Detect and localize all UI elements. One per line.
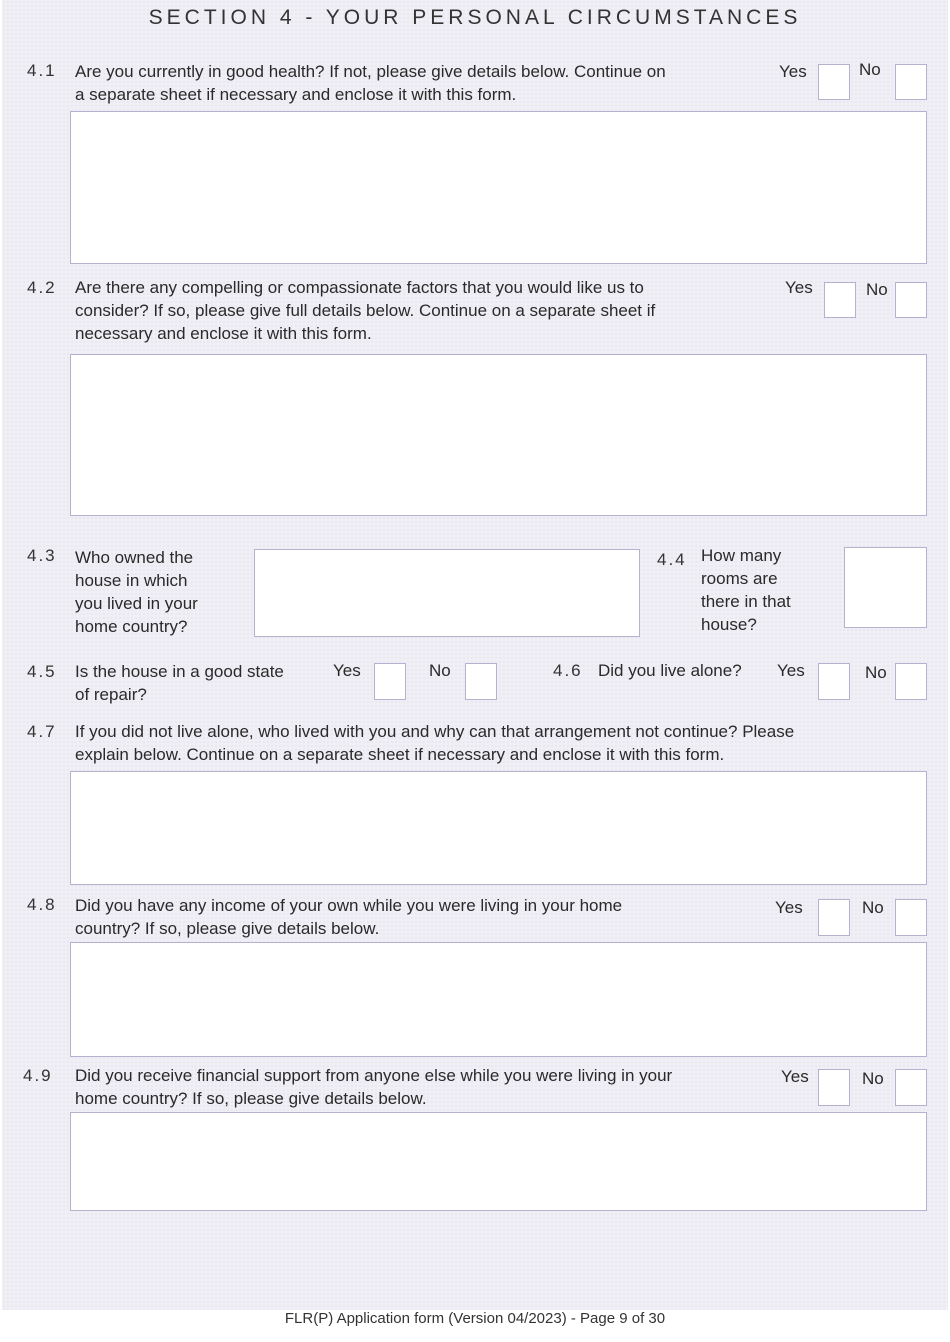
question-text-line: Did you live alone? [598,661,742,680]
question-text-line: Did you receive financial support from anyone else while you were living in your [75,1066,673,1085]
question-text-line: Are there any compelling or compassionate factors that you would like us to [75,278,644,297]
checkbox-4-1-yes[interactable] [818,64,850,100]
answer-box-4-1[interactable] [70,111,927,264]
no-label-4-6: No [865,663,887,682]
question-text-4-7 [75,720,794,766]
checkbox-4-8-no[interactable] [895,899,927,936]
no-label-4-8: No [862,898,884,917]
question-text-line: rooms are [701,569,778,588]
answer-box-4-7[interactable] [70,771,927,885]
question-text-line: Are you currently in good health? If not, please give details below. Continue on [75,62,666,81]
yes-label-4-1: Yes [779,62,807,81]
question-text-4-9 [75,1064,672,1110]
question-text-4-5 [75,660,284,706]
yes-label-4-5: Yes [333,661,361,680]
yes-label-4-2: Yes [785,278,813,297]
question-text-line: necessary and enclose it with this form. [75,324,372,343]
question-text-line: home country? If so, please give details below. [75,1089,427,1108]
checkbox-4-6-no[interactable] [895,663,927,700]
question-text-4-4 [701,544,791,636]
no-label-4-5: No [429,661,451,680]
question-number-4-4: 4.4 [657,550,687,569]
no-label-4-2: No [866,280,888,299]
yes-label-4-9: Yes [781,1067,809,1086]
question-text-4-3 [75,546,198,638]
question-number-4-7: 4.7 [27,722,57,741]
checkbox-4-6-yes[interactable] [818,663,850,700]
answer-box-4-4[interactable] [844,547,927,628]
question-text-line: there in that [701,592,791,611]
checkbox-4-2-no[interactable] [895,282,927,318]
question-text-4-1 [75,60,666,106]
question-text-line: country? If so, please give details below. [75,919,380,938]
question-number-4-6: 4.6 [553,661,583,680]
checkbox-4-2-yes[interactable] [824,282,856,318]
answer-box-4-2[interactable] [70,354,927,516]
question-text-line: How many [701,546,782,565]
answer-box-4-9[interactable] [70,1112,927,1211]
question-text-line: If you did not live alone, who lived with you and why can that arrangement not continue? Please [75,722,795,741]
answer-box-4-3[interactable] [254,549,640,637]
page-footer: FLR(P) Application form (Version 04/2023) - Page 9 of 30 [284,1310,666,1327]
no-label-4-9: No [862,1069,884,1088]
question-text-line: home country? [75,617,188,636]
question-text-line: a separate sheet if necessary and enclose it with this form. [75,85,517,104]
question-text-line: of repair? [75,685,147,704]
checkbox-4-5-yes[interactable] [374,663,406,700]
question-text-line: explain below. Continue on a separate sheet if necessary and enclose it with this form. [75,745,725,764]
section-title: SECTION 4 - YOUR PERSONAL CIRCUMSTANCES [148,6,802,29]
answer-box-4-8[interactable] [70,942,927,1057]
question-number-4-9: 4.9 [23,1066,53,1085]
question-text-line: Did you have any income of your own while you were living in your home [75,896,623,915]
no-label-4-1: No [859,60,881,79]
checkbox-4-5-no[interactable] [465,663,497,700]
question-text-line: house? [701,615,757,634]
checkbox-4-8-yes[interactable] [818,899,850,936]
question-number-4-2: 4.2 [27,278,57,297]
question-text-line: you lived in your [75,594,198,613]
checkbox-4-1-no[interactable] [895,64,927,100]
question-text-line: Who owned the [75,548,194,567]
question-number-4-5: 4.5 [27,662,57,681]
yes-label-4-8: Yes [775,898,803,917]
question-text-line: house in which [75,571,188,590]
question-text-4-8 [75,894,622,940]
question-number-4-3: 4.3 [27,546,57,565]
question-text-4-6 [598,659,742,682]
yes-label-4-6: Yes [777,661,805,680]
question-text-4-2 [75,276,655,345]
question-number-4-8: 4.8 [27,895,57,914]
question-text-line: consider? If so, please give full details below. Continue on a separate sheet if [75,301,656,320]
checkbox-4-9-no[interactable] [895,1069,927,1106]
question-number-4-1: 4.1 [27,61,57,80]
checkbox-4-9-yes[interactable] [818,1069,850,1106]
question-text-line: Is the house in a good state [75,662,284,681]
